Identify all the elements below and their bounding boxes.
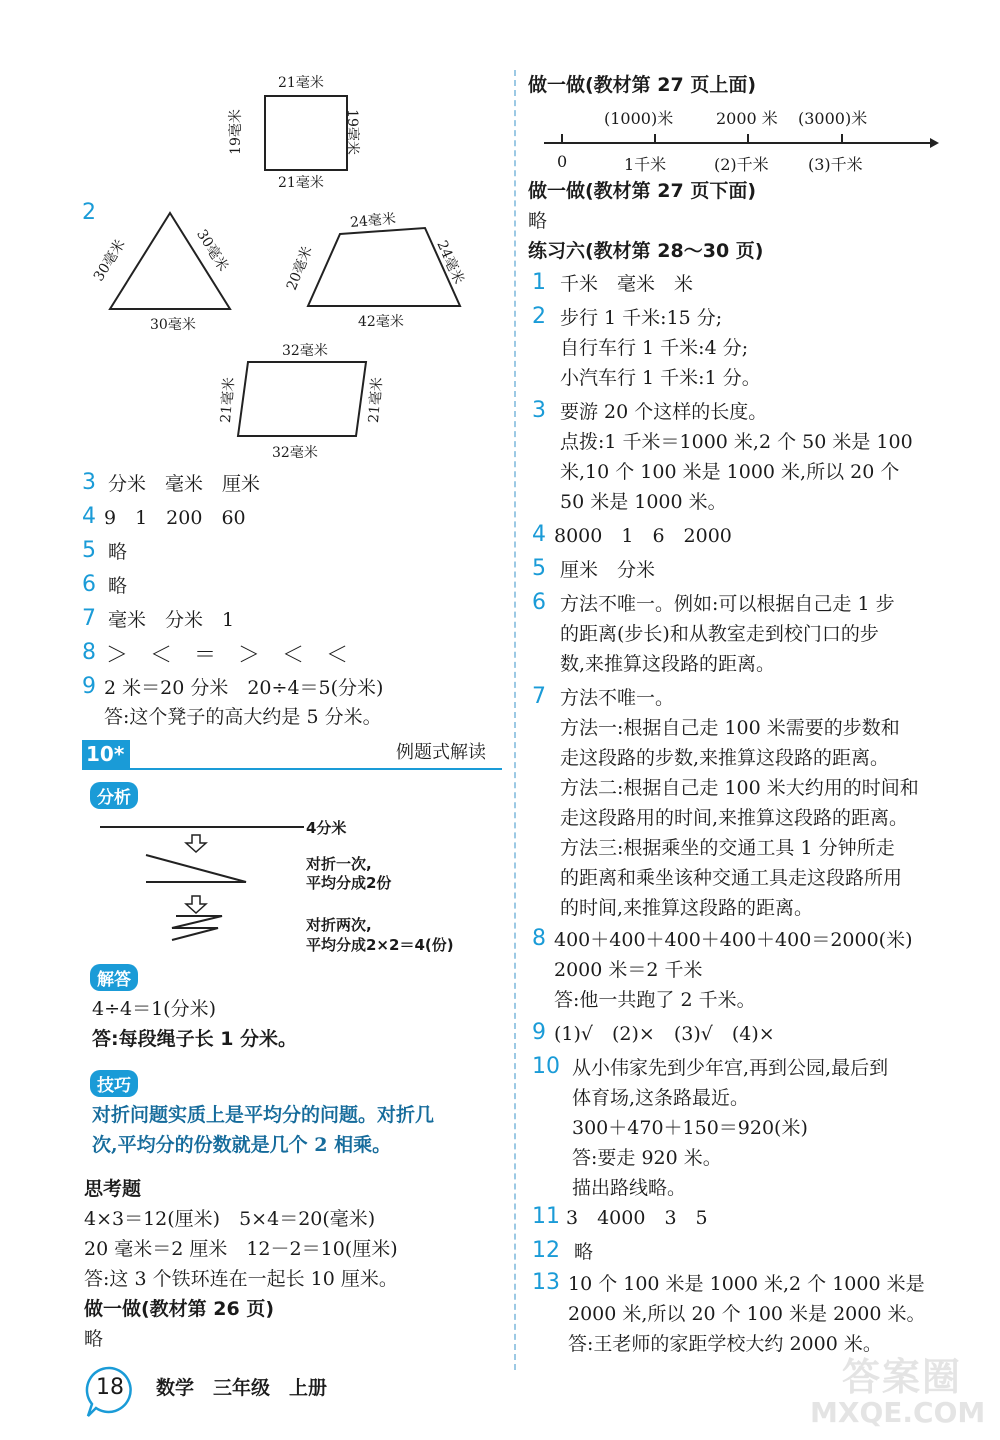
numberline-below-label: (3)千米 (808, 155, 863, 174)
item-line: 答:他一共跑了 2 千米。 (554, 989, 756, 1011)
item-line: 10 个 100 米是 1000 米,2 个 1000 米是 (568, 1273, 925, 1295)
item-line: 数,来推算这段路的距离。 (560, 653, 776, 675)
numberline-below-label: (2)千米 (714, 155, 769, 174)
numberline-above-label: (1000)米 (604, 109, 674, 128)
think-line: 4×3＝12(厘米) 5×4＝20(毫米) (84, 1208, 376, 1230)
item-line: 2000 米＝2 千米 (554, 959, 703, 981)
solution-line: 4÷4＝1(分米) (92, 998, 217, 1020)
think-line: 答:这 3 个铁环连在一起长 10 厘米。 (84, 1268, 398, 1290)
answer-number: 4 (82, 504, 96, 529)
item-number: 3 (532, 398, 546, 423)
think-title: 思考题 (84, 1178, 142, 1200)
item-number: 13 (532, 1270, 560, 1295)
item-line: 的时间,来推算这段路的距离。 (560, 897, 814, 919)
do27b-answer: 略 (528, 210, 548, 232)
answer-text: 略 (108, 541, 128, 563)
answer-number: 5 (82, 538, 96, 563)
parallelogram-left-label: 21毫米 (217, 376, 238, 424)
watermark-bottom: MXQE.COM (810, 1396, 986, 1429)
ex6-title: 练习六(教材第 28～30 页) (528, 240, 764, 262)
fold-twice-result: 平均分成2×2＝4(份) (306, 936, 454, 954)
do27b-title: 做一做(教材第 27 页下面) (528, 180, 757, 202)
item-line: 答:王老师的家距学校大约 2000 米。 (568, 1333, 882, 1355)
item-number: 2 (532, 304, 546, 329)
answer-text: 毫米 分米 1 (108, 609, 235, 631)
numberline-above-label: (3000)米 (798, 109, 868, 128)
item-line: 方法二:根据自己走 100 米大约用的时间和 (560, 777, 919, 799)
q10-number: 10* (86, 742, 125, 766)
square-bottom-label: 21毫米 (278, 175, 324, 191)
tips-tag: 技巧 (90, 1070, 138, 1097)
q10-banner-label: 例题式解读 (396, 742, 486, 763)
item-line: 描出路线略。 (572, 1177, 687, 1199)
item-number: 10 (532, 1054, 560, 1079)
solution-tag: 解答 (90, 964, 138, 991)
item-number: 12 (532, 1238, 560, 1263)
parallelogram-bottom-label: 32毫米 (272, 445, 318, 461)
trapezoid-left-label: 20毫米 (283, 244, 316, 293)
answer-text: 9 1 200 60 (104, 507, 246, 529)
triangle-bottom-label: 30毫米 (150, 317, 196, 333)
item-line: 400＋400＋400＋400＋400＝2000(米) (554, 929, 913, 951)
item-line: 点拨:1 千米＝1000 米,2 个 50 米是 100 (560, 431, 913, 453)
item-line: (1)√ (2)× (3)√ (4)× (554, 1023, 775, 1045)
item-number: 6 (532, 590, 546, 615)
item-line: 步行 1 千米:15 分; (560, 307, 723, 329)
item-number: 4 (532, 522, 546, 547)
item-number: 1 (532, 270, 546, 295)
item-number: 11 (532, 1204, 560, 1229)
parallelogram-right-label: 21毫米 (365, 376, 386, 424)
answer-text: 2 米＝20 分米 20÷4＝5(分米) (104, 677, 384, 699)
question-2-number: 2 (82, 200, 96, 225)
triangle-left-label: 30毫米 (90, 236, 129, 285)
think-line: 20 毫米＝2 厘米 12－2＝10(厘米) (84, 1238, 398, 1260)
do27a-title: 做一做(教材第 27 页上面) (528, 74, 757, 96)
item-line: 走这段路的步数,来推算这段路的距离。 (560, 747, 890, 769)
item-line: 方法三:根据乘坐的交通工具 1 分钟所走 (560, 837, 895, 859)
do26-answer: 略 (84, 1328, 104, 1350)
fold-diagram (96, 810, 316, 945)
square-right-label: 19毫米 (343, 109, 360, 155)
footer-title: 数学 三年级 上册 (156, 1377, 328, 1399)
answer-text: ＞ ＜ ＝ ＞ ＜ ＜ (106, 643, 349, 668)
item-line: 方法不唯一。例如:可以根据自己走 1 步 (560, 593, 895, 615)
item-line: 从小伟家先到少年宫,再到公园,最后到 (572, 1057, 889, 1079)
trapezoid-right-label: 24毫米 (433, 238, 467, 287)
item-line: 8000 1 6 2000 (554, 525, 732, 547)
item-line: 的距离和乘坐该种交通工具走这段路所用 (560, 867, 903, 889)
item-line: 50 米是 1000 米。 (560, 491, 727, 513)
item-line: 千米 毫米 米 (560, 273, 694, 295)
item-line: 米,10 个 100 米是 1000 米,所以 20 个 (560, 461, 900, 483)
item-line: 答:要走 920 米。 (572, 1147, 722, 1169)
trapezoid-top-label: 24毫米 (349, 211, 397, 231)
page-number: 18 (96, 1375, 124, 1400)
answer-number: 3 (82, 470, 96, 495)
tips-line: 对折问题实质上是平均分的问题。对折几 (92, 1104, 435, 1126)
watermark-top: 答案圈 (842, 1355, 963, 1399)
item-line: 体育场,这条路最近。 (572, 1087, 750, 1109)
tips-line: 次,平均分的份数就是几个 2 相乘。 (92, 1134, 392, 1156)
q9-answer: 答:这个凳子的高大约是 5 分米。 (104, 706, 382, 728)
item-line: 走这段路用的时间,来推算这段路的距离。 (560, 807, 909, 829)
item-line: 方法一:根据自己走 100 米需要的步数和 (560, 717, 900, 739)
square-top-label: 21毫米 (278, 75, 324, 91)
answer-text: 分米 毫米 厘米 (108, 473, 261, 495)
item-line: 3 4000 3 5 (566, 1207, 708, 1229)
parallelogram-figure (232, 356, 372, 442)
numberline-below-label: 0 (557, 152, 568, 171)
item-line: 2000 米,所以 20 个 100 米是 2000 米。 (568, 1303, 926, 1325)
analysis-tag: 分析 (90, 782, 138, 809)
answer-number: 6 (82, 572, 96, 597)
numberline-below-label: 1千米 (624, 155, 667, 174)
item-line: 略 (574, 1241, 594, 1263)
item-line: 自行车行 1 千米:4 分; (560, 337, 749, 359)
triangle-right-label: 30毫米 (193, 226, 231, 275)
do26-title: 做一做(教材第 26 页) (84, 1298, 275, 1320)
item-line: 300＋470＋150＝920(米) (572, 1117, 808, 1139)
answer-text: 略 (108, 575, 128, 597)
answer-number: 8 (82, 640, 96, 665)
item-line: 的距离(步长)和从教室走到校门口的步 (560, 623, 879, 645)
square-left-label: 19毫米 (227, 109, 244, 155)
column-divider (514, 70, 516, 1370)
item-line: 要游 20 个这样的长度。 (560, 401, 768, 423)
rope-length-label: 4分米 (306, 819, 347, 837)
item-number: 5 (532, 556, 546, 581)
answer-number: 9 (82, 674, 96, 699)
item-line: 厘米 分米 (560, 559, 656, 581)
trapezoid-bottom-label: 42毫米 (358, 314, 404, 330)
item-number: 8 (532, 926, 546, 951)
item-number: 7 (532, 684, 546, 709)
numberline-above-label: 2000 米 (716, 109, 778, 128)
fold-twice-label: 对折两次, (306, 916, 372, 934)
item-line: 小汽车行 1 千米:1 分。 (560, 367, 761, 389)
fold-once-label: 对折一次, (306, 855, 372, 873)
parallelogram-top-label: 32毫米 (282, 343, 328, 359)
item-number: 9 (532, 1020, 546, 1045)
item-line: 方法不唯一。 (560, 687, 675, 709)
answer-number: 7 (82, 606, 96, 631)
fold-once-result: 平均分成2份 (306, 874, 392, 892)
solution-line: 答:每段绳子长 1 分米。 (92, 1028, 298, 1050)
